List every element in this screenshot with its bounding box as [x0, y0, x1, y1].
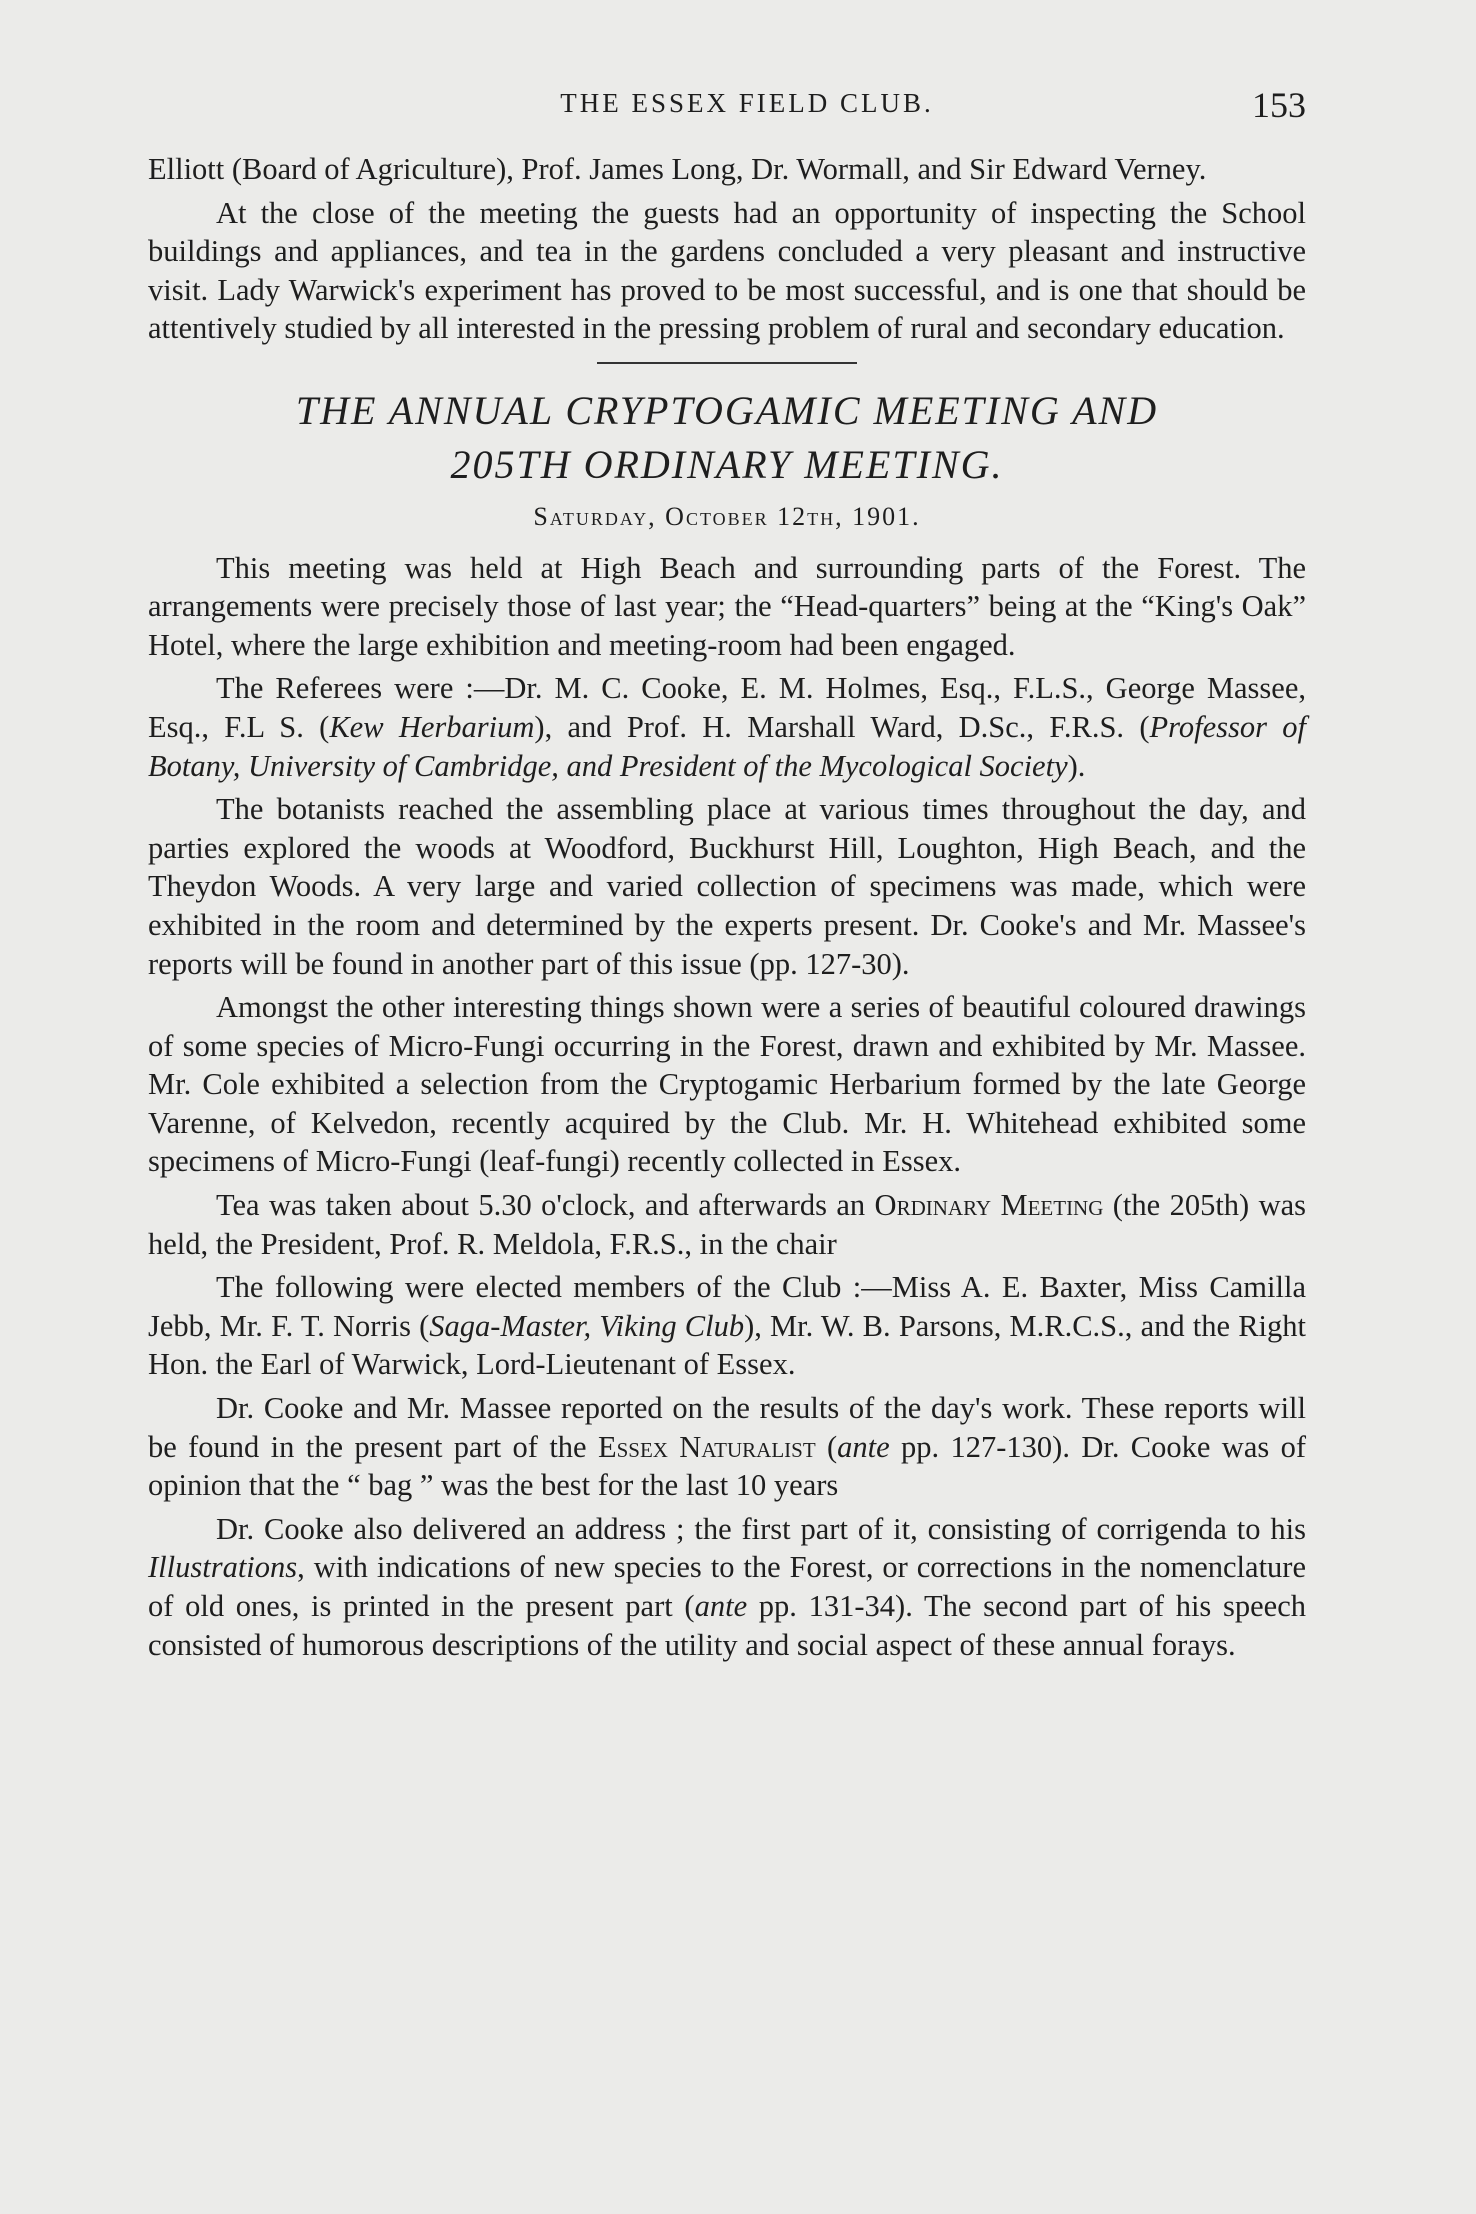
tea-text-a: Tea was taken about 5.30 o'clock, and afterwards an — [216, 1188, 875, 1223]
reported-text-e: pp. 127-130). Dr. Cooke was of opinion that the “ bag ” was the best for the last 10 years — [148, 1429, 1306, 1503]
paragraph-botanists: The botanists reached the assembling place at various times throughout the day, and parties explored the woods at Woodford, Buckhurst Hill, Loughton, High Beach, and the Theydon Woods. A very large and varied collection of specimens was made, which were exhibited in the room and determined by the experts present. Dr. Cooke's and Mr. Massee's reports will be found in another part of this issue (pp. 127-30). — [148, 792, 1306, 981]
body-text — [148, 150, 1306, 1669]
paragraph-reports — [148, 1389, 1306, 1505]
running-head — [188, 84, 1306, 128]
tea-text-b: Ordinary Meeting — [874, 1188, 1104, 1223]
section-date: Saturday, October 12th, 1901. — [533, 501, 921, 531]
running-title: THE ESSEX FIELD CLUB. — [560, 88, 934, 118]
paragraph-intro: Elliott (Board of Agriculture), Prof. James Long, Dr. Wormall, and Sir Edward Verney. — [148, 152, 1207, 186]
reported-text-c: ( — [815, 1429, 838, 1464]
paragraph-meeting-location: This meeting was held at High Beach and surrounding parts of the Forest. The arrangements were precisely those of last year; the “Head-quarters” being at the “King's Oak” Hotel, where the large exhibition and meeting-room had been engaged. — [148, 550, 1306, 662]
address-text-d: ante — [694, 1589, 748, 1623]
reported-text-d: ante — [837, 1429, 890, 1464]
page-number: 153 — [1252, 85, 1306, 125]
section-title-line-2: 205TH ORDINARY MEETING. — [450, 441, 1004, 487]
address-text-c: , with indications of new species to the Forest, or corrections in the nomenclature of old ones, is printed in the present part ( — [148, 1550, 1306, 1623]
address-text-a: Dr. Cooke also delivered an address ; the first part of it, consisting of corrigenda to his — [216, 1511, 1306, 1546]
elected-text-c: ), Mr. W. B. Parsons, M.R.C.S., and the Right Hon. the Earl of Warwick, Lord-Lieutenant of Essex. — [148, 1308, 1306, 1382]
paragraph-address — [148, 1510, 1306, 1664]
paragraph-elected-members — [148, 1268, 1306, 1384]
tea-text-c: (the 205th) was held, the President, Prof. R. Meldola, F.R.S., in the chair — [148, 1188, 1307, 1261]
elected-text-b: Saga-Master, Viking Club — [429, 1308, 745, 1343]
paragraph-referees — [148, 669, 1306, 785]
address-text-b: Illustrations — [148, 1550, 298, 1585]
referees-text-a: The Referees were :—Dr. M. C. Cooke, E. M. Holmes, Esq., F.L.S., George Massee, Esq., F.L S. ( — [148, 671, 1306, 744]
address-text-e: pp. 131-34). The second part of his speech consisted of humorous descriptions of the utility and social aspect of these annual forays. — [148, 1589, 1306, 1662]
reported-text-a: Dr. Cooke and Mr. Massee reported on the results of the day's work. These reports will be found in the present part of the — [148, 1391, 1306, 1464]
reported-text-b: Essex Naturalist — [597, 1429, 816, 1464]
paragraph-tea — [148, 1186, 1306, 1263]
referees-text-c: ), and Prof. H. Marshall Ward, D.Sc., F.R.S. ( — [534, 709, 1150, 744]
paragraph-exhibits: Amongst the other interesting things shown were a series of beautiful coloured drawings of some species of Micro-Fungi occurring in the Forest, drawn and exhibited by Mr. Massee. Mr. Cole exhibited a selection from the Cryptogamic Herbarium formed by the late George Varenne, of Kelvedon, recently acquired by the Club. Mr. H. Whitehead exhibited some specimens of Micro-Fungi (leaf-fungi) recently collected in Essex. — [148, 990, 1306, 1179]
elected-text-a: The following were elected members of the Club :—Miss A. E. Baxter, Miss Camilla Jebb, Mr. F. T. Norris ( — [148, 1270, 1306, 1343]
referees-text-d: Professor of Botany, University of Cambridge, and President of the Mycological Society — [148, 709, 1307, 783]
referees-text-b: Kew Herbarium — [329, 709, 535, 744]
paragraph-close-of-meeting: At the close of the meeting the guests had an opportunity of inspecting the School buildings and appliances, and tea in the gardens concluded a very pleasant and instructive visit. Lady Warwick's experiment has proved to be most successful, and is one that should be attentively studied by all interested in the pressing problem of rural and secondary education. — [148, 195, 1306, 346]
section-divider-rule — [597, 362, 857, 364]
referees-text-e: ). — [1067, 748, 1086, 783]
section-title-line-1: THE ANNUAL CRYPTOGAMIC MEETING AND — [295, 387, 1159, 433]
